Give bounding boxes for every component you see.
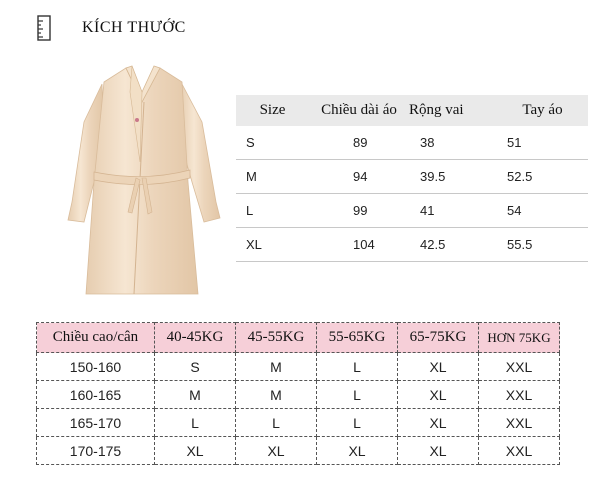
cell: M xyxy=(236,381,317,409)
table-row xyxy=(37,437,560,465)
cell: XL xyxy=(317,437,398,465)
cell: XL xyxy=(398,381,479,409)
cell: M xyxy=(246,169,257,184)
product-image xyxy=(64,62,222,300)
cell: L xyxy=(246,203,254,218)
cell: XL xyxy=(155,437,236,465)
cell: 55.5 xyxy=(507,237,533,252)
page-title: KÍCH THƯỚC xyxy=(82,19,186,36)
cell: 39.5 xyxy=(420,169,446,184)
cell: 104 xyxy=(353,237,375,252)
cell: XXL xyxy=(479,381,560,409)
cell: M xyxy=(155,381,236,409)
cell: 170-175 xyxy=(37,437,155,465)
table-row xyxy=(236,194,588,228)
measurement-table xyxy=(236,95,588,262)
size-chart-table xyxy=(36,322,560,465)
cell: 94 xyxy=(353,169,368,184)
header-weight-range: 40-45KG xyxy=(155,323,236,353)
ruler-icon xyxy=(37,15,51,41)
cell: 38 xyxy=(420,135,435,150)
header-length: Chiều dài áo xyxy=(321,102,397,118)
cell: 42.5 xyxy=(420,237,446,252)
cell: XL xyxy=(398,437,479,465)
cell: L xyxy=(236,409,317,437)
table-row xyxy=(37,353,560,381)
header-height-weight: Chiều cao/cân xyxy=(37,323,155,353)
cell: M xyxy=(236,353,317,381)
cell: 165-170 xyxy=(37,409,155,437)
cell: 41 xyxy=(420,203,435,218)
header-weight-range: 65-75KG xyxy=(398,323,479,353)
header-weight-range: 55-65KG xyxy=(317,323,398,353)
cell: L xyxy=(155,409,236,437)
cell: XL xyxy=(398,353,479,381)
cell: XXL xyxy=(479,409,560,437)
cell: 51 xyxy=(507,135,522,150)
cell: 99 xyxy=(353,203,368,218)
cell: L xyxy=(317,353,398,381)
table-row xyxy=(236,126,588,160)
cell: L xyxy=(317,381,398,409)
table-row xyxy=(236,228,588,262)
cell: 160-165 xyxy=(37,381,155,409)
cell: S xyxy=(246,135,255,150)
cell: S xyxy=(155,353,236,381)
table-row xyxy=(37,409,560,437)
header-weight-range: 45-55KG xyxy=(236,323,317,353)
cell: 52.5 xyxy=(507,169,533,184)
cell: XL xyxy=(246,237,262,252)
cell: L xyxy=(317,409,398,437)
header-shoulder: Rộng vai xyxy=(409,102,464,118)
size-chart-header-row xyxy=(37,323,560,353)
cell: 150-160 xyxy=(37,353,155,381)
cell: XL xyxy=(398,409,479,437)
table-row xyxy=(236,160,588,194)
cell: XXL xyxy=(479,353,560,381)
header-size: Size xyxy=(259,102,286,118)
cell: 54 xyxy=(507,203,522,218)
header-sleeve: Tay áo xyxy=(522,102,563,118)
measurement-header-row xyxy=(236,95,588,126)
cell: 89 xyxy=(353,135,368,150)
header-weight-range: HƠN 75KG xyxy=(479,323,560,353)
table-row xyxy=(37,381,560,409)
cell: XL xyxy=(236,437,317,465)
cell: XXL xyxy=(479,437,560,465)
